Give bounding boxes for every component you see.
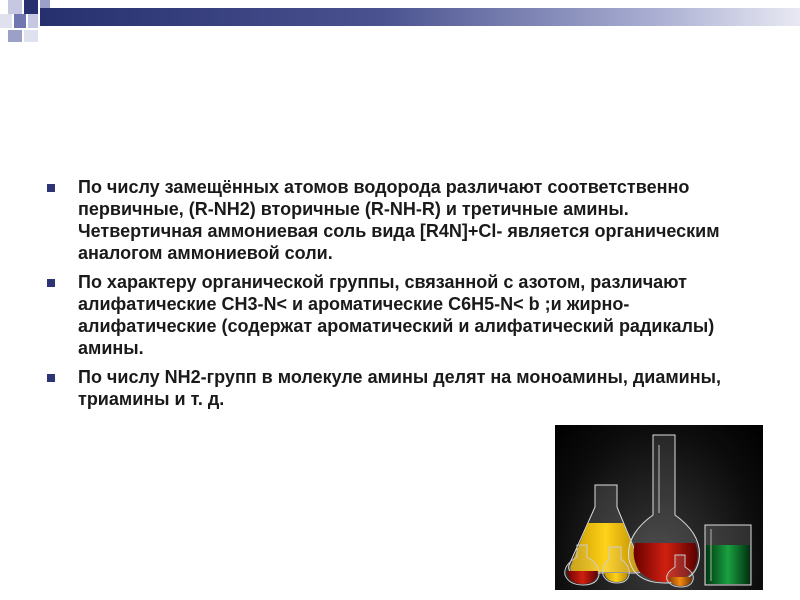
square-bullet-icon <box>47 279 55 287</box>
decor-square <box>24 0 38 14</box>
decor-square <box>40 0 50 8</box>
bullet-text: По числу NH2-групп в молекуле амины делят на моноамины, диамины, триамины и т. д. <box>78 367 721 409</box>
lab-glassware-photo <box>555 425 763 590</box>
bullet-item <box>44 366 724 410</box>
decor-square <box>28 14 38 28</box>
bullet-item <box>44 271 724 359</box>
bullet-text: По характеру органической группы, связанной с азотом, различают алифатические CH3-N< и ароматические C6H5-N< b ;и жирно-алифатические (содержат ароматический и алифатический радикалы) амины. <box>78 272 715 358</box>
header-gradient-band <box>40 8 800 26</box>
bullet-list <box>44 176 724 417</box>
bullet-item <box>44 176 724 264</box>
decor-square <box>24 30 38 42</box>
decor-square <box>14 14 26 28</box>
decor-square <box>8 0 22 14</box>
square-bullet-icon <box>47 184 55 192</box>
decor-square <box>0 14 12 28</box>
square-bullet-icon <box>47 374 55 382</box>
bullet-text: По числу замещённых атомов водорода различают соответственно первичные, (R-NH2) вторичные (R-NH-R) и третичные амины. Четвертичная аммониевая соль вида [R4N]+Cl- является органическим аналогом аммониевой соли. <box>78 177 720 263</box>
decor-square <box>8 30 22 42</box>
